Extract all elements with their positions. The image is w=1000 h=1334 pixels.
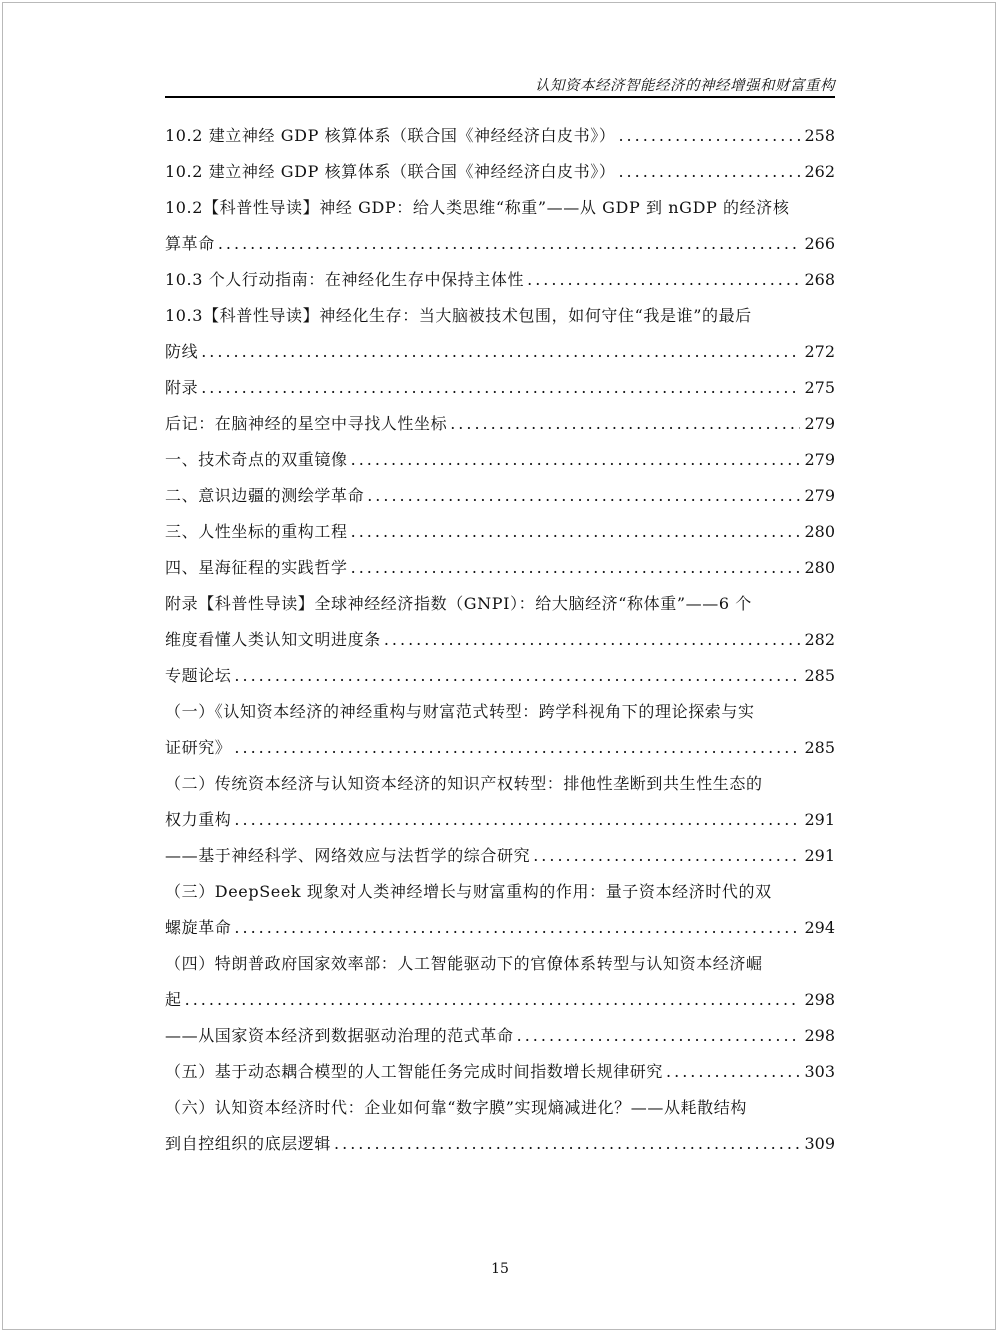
toc-entry-line (165, 730, 835, 766)
toc-entry-page: 298 (804, 990, 835, 1009)
toc-entry-title: 后记：在脑神经的星空中寻找人性坐标 (165, 414, 448, 433)
toc-entry-line (165, 802, 835, 838)
toc-entry-line (165, 694, 835, 730)
toc-entry[interactable] (165, 478, 835, 514)
toc-entry-line (165, 946, 835, 982)
dot-leader (201, 334, 800, 370)
toc-entry-title: 10.2 建立神经 GDP 核算体系（联合国《神经经济白皮书》） (165, 126, 616, 145)
toc-entry-title: ——基于神经科学、网络效应与法哲学的综合研究 (165, 846, 531, 865)
toc-entry-page: 309 (804, 1134, 835, 1153)
toc-entry-page: 291 (804, 810, 835, 829)
toc-entry-line (165, 154, 835, 190)
toc-entry-line (165, 118, 835, 154)
toc-entry-line (165, 874, 835, 910)
toc-entry-line (165, 262, 835, 298)
toc-entry-line (165, 514, 835, 550)
toc-entry-title: （四）特朗普政府国家效率部：人工智能驱动下的官僚体系转型与认知资本经济崛 (165, 954, 763, 973)
toc-entry[interactable] (165, 874, 835, 946)
toc-entry-title: （二）传统资本经济与认知资本经济的知识产权转型：排他性垄断到共生性生态的 (165, 774, 763, 793)
toc-entry-page: 272 (804, 342, 835, 361)
toc-entry-line (165, 190, 835, 226)
toc-entry-line (165, 1018, 835, 1054)
toc-entry-title: 10.3 个人行动指南：在神经化生存中保持主体性 (165, 270, 525, 289)
page-number: 15 (491, 1261, 509, 1277)
dot-leader (218, 226, 801, 262)
toc-entry-line (165, 442, 835, 478)
toc-entry-page: 280 (804, 522, 835, 541)
toc-entry[interactable] (165, 370, 835, 406)
toc-entry-title: 10.3【科普性导读】神经化生存：当大脑被技术包围，如何守住“我是谁”的最后 (165, 306, 752, 325)
toc-entry-page: 280 (804, 558, 835, 577)
toc-entry-line (165, 1126, 835, 1162)
toc-entry[interactable] (165, 118, 835, 154)
toc-entry-title: （一）《认知资本经济的神经重构与财富范式转型：跨学科视角下的理论探索与实 (165, 702, 755, 721)
toc-entry-page: 282 (804, 630, 835, 649)
toc-entry-page: 279 (804, 450, 835, 469)
toc-entry-page: 266 (804, 234, 835, 253)
toc-entry-page: 285 (804, 738, 835, 757)
toc-entry-page: 294 (804, 918, 835, 937)
dot-leader (185, 982, 801, 1018)
toc-entry-page: 275 (804, 378, 835, 397)
toc-entry-title: 权力重构 (165, 810, 232, 829)
toc-entry-line (165, 334, 835, 370)
toc-entry-line (165, 298, 835, 334)
dot-leader (351, 550, 801, 586)
toc-entry[interactable] (165, 442, 835, 478)
toc-entry-line (165, 766, 835, 802)
toc-entry-title: ——从国家资本经济到数据驱动治理的范式革命 (165, 1026, 514, 1045)
running-header (165, 74, 835, 98)
toc-entry[interactable] (165, 586, 835, 658)
toc-entry-page: 291 (804, 846, 835, 865)
toc-entry-line (165, 838, 835, 874)
toc-entry-line (165, 586, 835, 622)
toc-entry-title: 算革命 (165, 234, 215, 253)
dot-leader (450, 406, 800, 442)
toc-entry-title: 螺旋革命 (165, 918, 232, 937)
toc-entry[interactable] (165, 190, 835, 262)
dot-leader (666, 1054, 800, 1090)
toc-entry[interactable] (165, 766, 835, 838)
toc-entry-title: 四、星海征程的实践哲学 (165, 558, 348, 577)
toc-entry[interactable] (165, 1090, 835, 1162)
toc-entry[interactable] (165, 550, 835, 586)
toc-entry-line (165, 406, 835, 442)
toc-entry[interactable] (165, 514, 835, 550)
toc-entry-title: 10.2 建立神经 GDP 核算体系（联合国《神经经济白皮书》） (165, 162, 616, 181)
toc-entry-title: 附录 (165, 378, 199, 397)
dot-leader (351, 514, 801, 550)
toc-entry-line (165, 1054, 835, 1090)
toc-entry[interactable] (165, 694, 835, 766)
toc-entry-page: 298 (804, 1026, 835, 1045)
dot-leader (367, 478, 800, 514)
dot-leader (618, 118, 800, 154)
toc-entry-page: 279 (804, 414, 835, 433)
table-of-contents (165, 118, 835, 1162)
toc-entry-line (165, 1090, 835, 1126)
toc-entry-title: 维度看懂人类认知文明进度条 (165, 630, 381, 649)
toc-entry-page: 258 (804, 126, 835, 145)
toc-entry-title: 到自控组织的底层逻辑 (165, 1134, 332, 1153)
toc-entry-title: （五）基于动态耦合模型的人工智能任务完成时间指数增长规律研究 (165, 1062, 664, 1081)
toc-entry-title: 起 (165, 990, 182, 1009)
toc-entry-line (165, 622, 835, 658)
toc-entry[interactable] (165, 262, 835, 298)
toc-entry-line (165, 910, 835, 946)
toc-entry-title: 10.2【科普性导读】神经 GDP：给人类思维“称重”——从 GDP 到 nGDP 的经济核 (165, 198, 790, 217)
toc-entry[interactable] (165, 838, 835, 874)
toc-entry-page: 303 (804, 1062, 835, 1081)
toc-entry-title: 三、人性坐标的重构工程 (165, 522, 348, 541)
toc-entry-line (165, 658, 835, 694)
dot-leader (201, 370, 800, 406)
dot-leader (618, 154, 800, 190)
dot-leader (334, 1126, 800, 1162)
toc-entry-title: 专题论坛 (165, 666, 232, 685)
toc-entry[interactable] (165, 154, 835, 190)
toc-entry-page: 262 (804, 162, 835, 181)
toc-entry[interactable] (165, 406, 835, 442)
dot-leader (234, 658, 800, 694)
toc-entry[interactable] (165, 298, 835, 370)
toc-entry-title: （六）认知资本经济时代：企业如何靠“数字膜”实现熵减进化？——从耗散结构 (165, 1098, 747, 1117)
toc-entry-title: 证研究》 (165, 738, 232, 757)
toc-entry[interactable] (165, 1018, 835, 1054)
dot-leader (527, 262, 800, 298)
toc-entry-title: 防线 (165, 342, 199, 361)
toc-entry-line (165, 370, 835, 406)
toc-entry[interactable] (165, 658, 835, 694)
toc-entry-line (165, 226, 835, 262)
toc-entry-page: 268 (804, 270, 835, 289)
toc-entry[interactable] (165, 1054, 835, 1090)
dot-leader (234, 910, 800, 946)
header-title: 认知资本经济智能经济的神经增强和财富重构 (535, 78, 835, 94)
toc-entry-line (165, 550, 835, 586)
dot-leader (234, 802, 800, 838)
toc-entry-title: 一、技术奇点的双重镜像 (165, 450, 348, 469)
toc-entry-title: （三）DeepSeek 现象对人类神经增长与财富重构的作用：量子资本经济时代的双 (165, 882, 772, 901)
toc-entry-title: 附录【科普性导读】全球神经经济指数（GNPI）：给大脑经济“称体重”——6 个 (165, 594, 752, 613)
toc-entry-title: 二、意识边疆的测绘学革命 (165, 486, 365, 505)
dot-leader (517, 1018, 801, 1054)
dot-leader (533, 838, 800, 874)
dot-leader (351, 442, 801, 478)
toc-entry-line (165, 982, 835, 1018)
toc-entry-page: 279 (804, 486, 835, 505)
toc-entry-page: 285 (804, 666, 835, 685)
dot-leader (234, 730, 800, 766)
toc-entry[interactable] (165, 946, 835, 1018)
dot-leader (384, 622, 801, 658)
toc-entry-line (165, 478, 835, 514)
